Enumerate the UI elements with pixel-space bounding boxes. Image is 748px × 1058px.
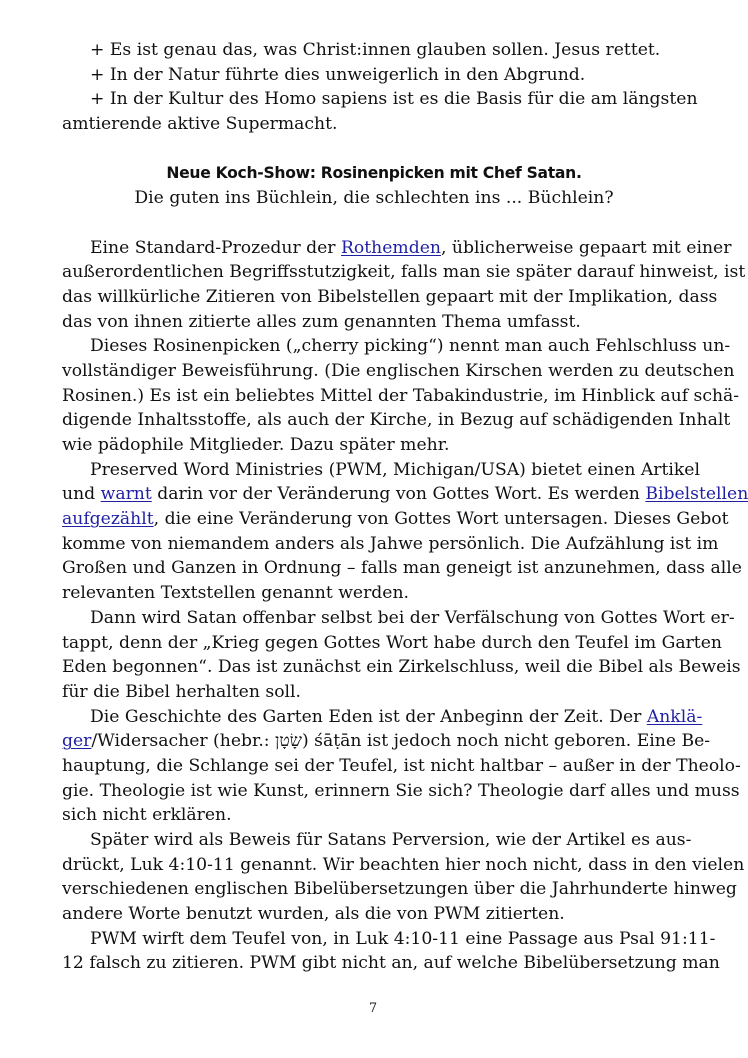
paragraph-2-line-1: Dieses Rosinenpicken („cherry picking“) nennt man auch Fehlschluss un-	[90, 336, 731, 357]
link-anklaeger[interactable]: Anklä-	[646, 706, 703, 727]
section-title: Neue Koch-Show: Rosinenpicken mit Chef Satan.	[166, 164, 582, 183]
section-subtitle: Die guten ins Büchlein, die schlechten ins ... Büchlein?	[134, 188, 614, 209]
intro-item-3-cont: amtierende aktive Supermacht.	[62, 114, 338, 135]
link-anklaeger-cont[interactable]: ger	[62, 731, 92, 752]
paragraph-4-line-1: Dann wird Satan offenbar selbst bei der Verfälschung von Gottes Wort er-	[90, 607, 735, 628]
paragraph-2-line-2: vollständiger Beweisführung. (Die englischen Kirschen werden zu deutschen	[62, 360, 735, 381]
text-run: , üblicherweise gepaart mit einer	[440, 237, 732, 258]
paragraph-1-line-4: das von ihnen zitierte alles zum genannten Thema umfasst.	[62, 311, 581, 332]
spacer	[62, 211, 686, 236]
paragraph-6-line-3: verschiedenen englischen Bibelübersetzungen über die Jahrhunderte hinweg	[62, 879, 737, 900]
body-text	[62, 38, 748, 976]
paragraph-3-line-6: relevanten Textstellen genannt werden.	[62, 583, 409, 604]
paragraph-6-line-2: drückt, Luk 4:10-11 genannt. Wir beachten hier noch nicht, dass in den vielen	[62, 854, 745, 875]
paragraph-6-line-1: Später wird als Beweis für Satans Perversion, wie der Artikel es aus-	[90, 830, 692, 850]
paragraph-3-line-3	[62, 507, 729, 532]
paragraph-3-line-1: Preserved Word Ministries (PWM, Michigan/USA) bietet einen Artikel	[90, 459, 700, 480]
link-rothemden[interactable]: Rothemden	[340, 237, 441, 258]
paragraph-2-line-3: Rosinen.) Es ist ein beliebtes Mittel der Tabakindustrie, im Hinblick auf schä-	[62, 385, 740, 406]
intro-item-1: + Es ist genau das, was Christ:innen glauben sollen. Jesus rettet.	[90, 40, 661, 60]
link-warnt[interactable]: warnt	[100, 484, 152, 505]
paragraph-2-line-5: wie pädophile Mitglieder. Dazu später mehr.	[62, 435, 450, 455]
paragraph-5-line-2	[62, 729, 711, 754]
paragraph-5-line-3: hauptung, die Schlange sei der Teufel, ist nicht haltbar – außer in der Theolo-	[62, 755, 741, 776]
paragraph-1-line-1	[62, 236, 732, 261]
text-run: /Widersacher (hebr.: שָׂטָן) śāṭān ist jedoch noch nicht geboren. Eine Be-	[91, 731, 711, 752]
paragraph-7-line-2: 12 falsch zu zitieren. PWM gibt nicht an, auf welche Bibelübersetzung man	[62, 953, 720, 974]
paragraph-6-line-4: andere Worte benutzt wurden, als die von PWM zitierten.	[62, 904, 565, 925]
paragraph-3-line-4: komme von niemandem anders als Jahwe persönlich. Die Aufzählung ist im	[62, 533, 719, 554]
text-run: darin vor der Veränderung von Gottes Wort. Es werden	[151, 484, 646, 505]
paragraph-2-line-4: digende Inhaltsstoffe, als auch der Kirche, in Bezug auf schädigenden Inhalt	[62, 410, 731, 431]
text-run: Eine Standard-Prozedur der	[90, 237, 341, 258]
text-run: und	[62, 484, 101, 505]
paragraph-4-line-4: für die Bibel herhalten soll.	[62, 681, 302, 702]
paragraph-4-line-3: Eden begonnen“. Das ist zunächst ein Zirkelschluss, weil die Bibel als Beweis	[62, 657, 741, 678]
paragraph-1-line-3: das willkürliche Zitieren von Bibelstellen gepaart mit der Implikation, dass	[62, 286, 718, 307]
text-run: , die eine Veränderung von Gottes Wort untersagen. Dieses Gebot	[153, 509, 729, 530]
paragraph-5-line-5: sich nicht erklären.	[62, 805, 232, 826]
paragraph-3-line-5: Großen und Ganzen in Ordnung – falls man geneigt ist anzunehmen, dass alle	[62, 558, 742, 579]
paragraph-4-line-2: tappt, denn der „Krieg gegen Gottes Wort habe durch den Teufel im Garten	[62, 632, 722, 653]
paragraph-1-line-2: außerordentlichen Begriffsstutzigkeit, falls man sie später darauf hinweist, ist	[62, 262, 746, 283]
paragraph-7-line-1: PWM wirft dem Teufel von, in Luk 4:10-11 eine Passage aus Psal 91:11-	[90, 928, 716, 949]
link-bibelstellen[interactable]: Bibelstellen	[645, 484, 748, 505]
paragraph-5-line-1	[62, 705, 703, 730]
page-number: 7	[368, 1001, 378, 1016]
spacer	[62, 137, 686, 162]
intro-item-3: + In der Kultur des Homo sapiens ist es die Basis für die am längsten	[90, 89, 698, 110]
paragraph-5-line-4: gie. Theologie ist wie Kunst, erinnern Sie sich? Theologie darf alles und muss	[62, 780, 740, 801]
paragraph-3-line-2	[62, 482, 748, 507]
link-aufgezaehlt[interactable]: aufgezählt	[62, 509, 154, 530]
intro-item-2: + In der Natur führte dies unweigerlich in den Abgrund.	[90, 64, 586, 85]
text-run: Die Geschichte des Garten Eden ist der Anbeginn der Zeit. Der	[90, 706, 647, 727]
